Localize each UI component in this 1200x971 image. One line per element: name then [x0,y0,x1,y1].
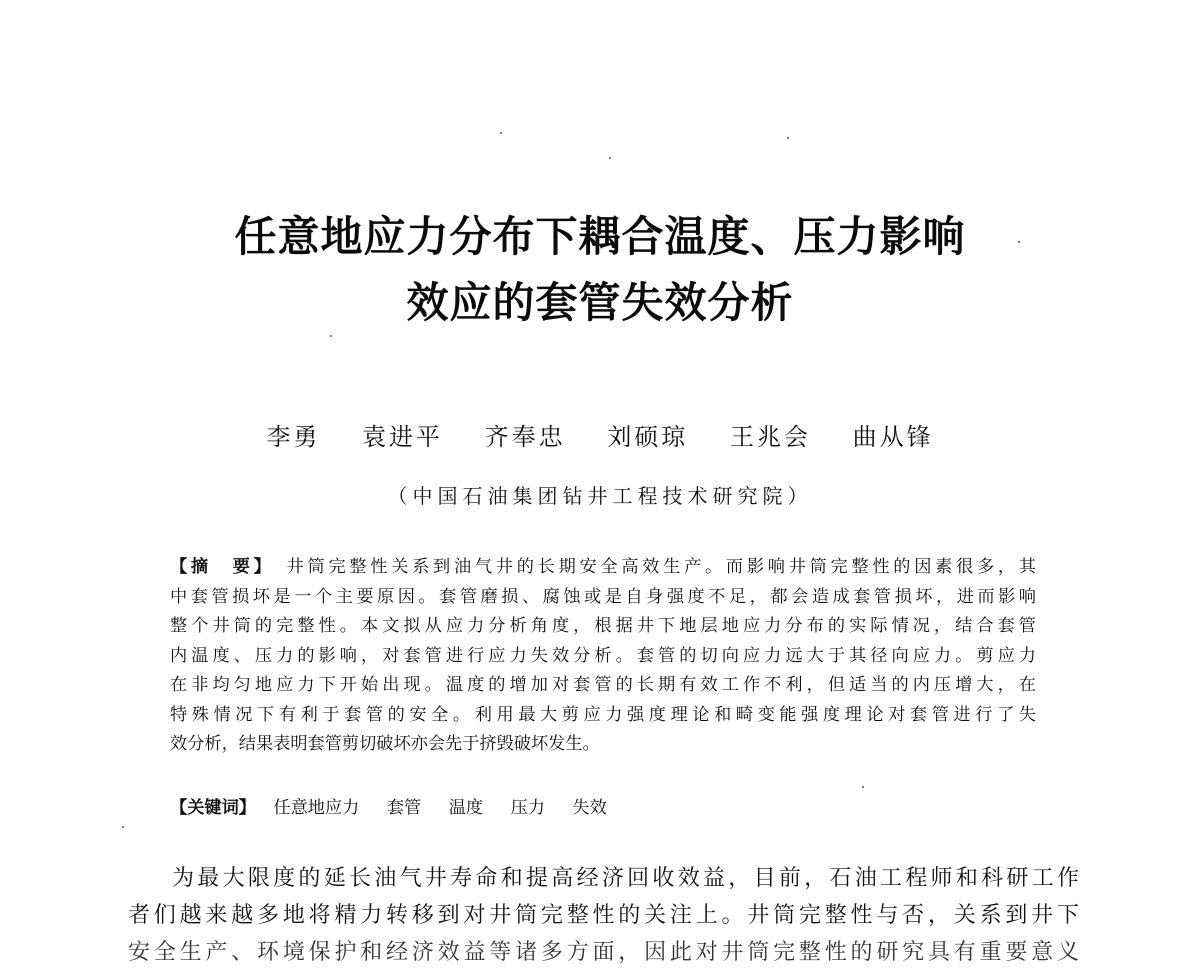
abstract-line: 内温度、压力的影响，对套管进行应力失效分析。套管的切向应力远大于其径向应力。剪应力 [170,645,1036,666]
abstract-line: 特殊情况下有利于套管的安全。利用最大剪应力强度理论和畸变能强度理论对套管进行了失 [170,704,1036,725]
author-name: 刘硕琼 [607,423,689,451]
author-list [0,425,1200,449]
scan-speck [330,335,332,337]
abstract-line: 中套管损坏是一个主要原因。套管磨损、腐蚀或是自身强度不足，都会造成套管损坏，进而影响 [170,586,1036,607]
keywords-label: 【关键词】 [170,798,256,818]
body-paragraph [128,860,1079,965]
abstract-line: 整个井筒的完整性。本文拟从应力分析角度，根据井下地层地应力分布的实际情况，结合套管 [170,616,1036,636]
abstract-line: 在非均匀地应力下开始出现。温度的增加对套管的长期有效工作不利，但适当的内压增大，在 [170,675,1036,695]
abstract-line [170,553,1036,583]
scan-speck [609,157,611,159]
keyword: 任意地应力 [273,798,360,818]
abstract-line: 效分析，结果表明套管剪切破坏亦会先于挤毁破坏发生。 [170,734,600,754]
author-name: 袁进平 [362,423,444,451]
paper-title-line-1: 任意地应力分布下耦合温度、压力影响 [234,212,966,261]
author-name: 齐奉忠 [484,423,566,451]
body-line-cut-off: 安全生产、环境保护和经济效益等诸多方面，因此对井筒完整性的研究具有重要意义 [128,940,1079,965]
abstract-text: 井筒完整性关系到油气井的长期安全高效生产。而影响井筒完整性的因素很多，其 [286,557,1036,577]
keyword: 压力 [510,798,545,818]
author-name: 李勇 [266,423,321,451]
scan-speck [787,137,789,139]
abstract-block [170,553,1036,760]
author-name: 王兆会 [729,423,811,451]
author-affiliation: （中国石油集团钻井工程技术研究院） [387,484,813,508]
keywords-block [170,794,629,824]
abstract-label: 【摘 要】 [170,557,275,577]
keyword: 温度 [448,798,484,818]
author-name: 曲从锋 [852,423,934,451]
scan-speck [500,132,502,134]
body-line: 者们越来越多地将精力转移到对井筒完整性的关注上。井筒完整性与否，关系到井下 [128,903,1079,928]
scan-speck [122,826,124,828]
keyword: 失效 [572,798,607,818]
body-line: 为最大限度的延长油气井寿命和提高经济回收效益，目前，石油工程师和科研工作 [172,866,1079,891]
paper-title-line-2: 效应的套管失效分析 [406,278,794,327]
scan-speck [862,786,864,788]
keyword: 套管 [386,798,422,818]
